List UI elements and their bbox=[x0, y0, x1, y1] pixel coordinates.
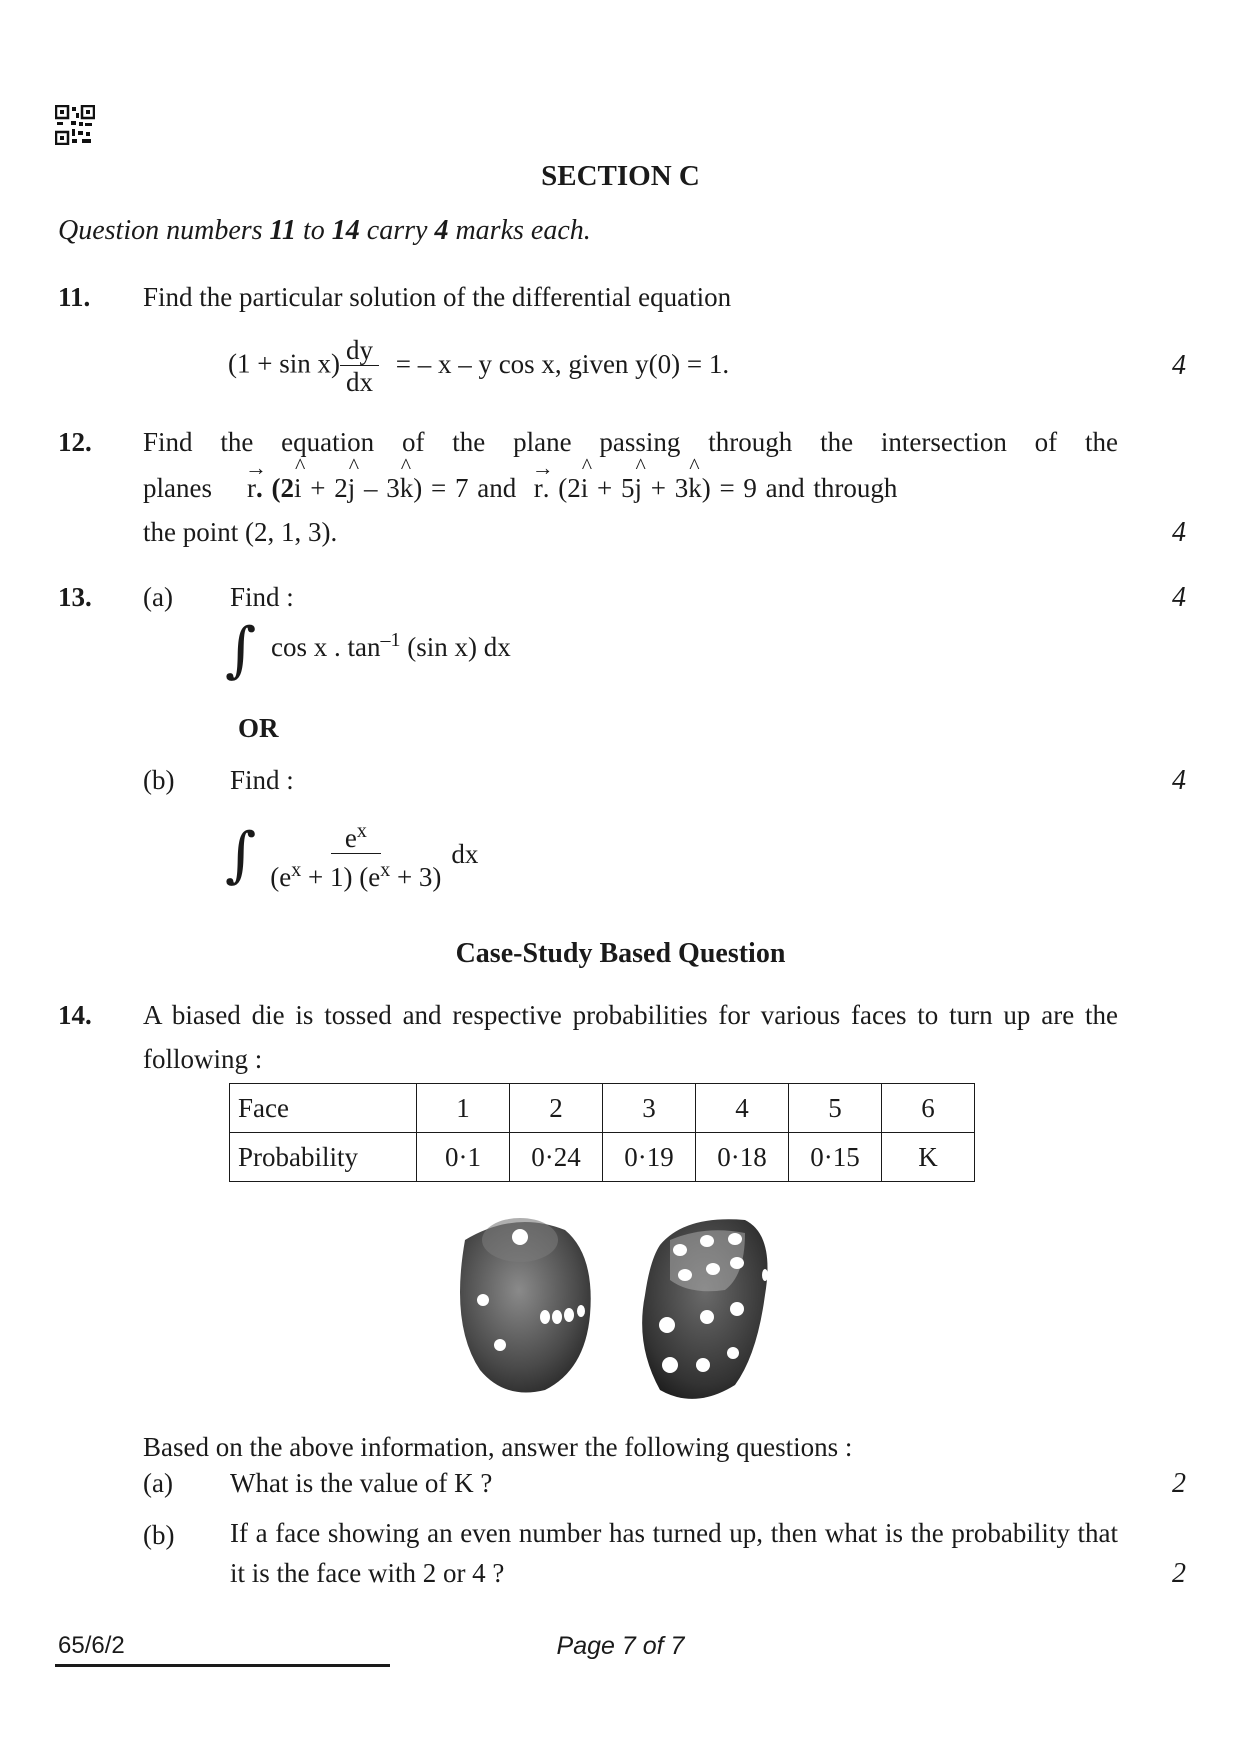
dice-image bbox=[445, 1205, 805, 1420]
q14-b-label: (b) bbox=[143, 1520, 175, 1550]
q12-hat-k1: ^ k bbox=[399, 453, 414, 503]
page-number: Page 7 of 7 bbox=[556, 1632, 685, 1660]
q12-planes-word: planes bbox=[143, 473, 212, 503]
q13-b-num-base: e bbox=[344, 823, 357, 853]
q12-line3: the point (2, 1, 3). bbox=[143, 517, 338, 547]
q11-eq-left: (1 + sin x) bbox=[228, 348, 340, 379]
q13-b-fraction bbox=[264, 816, 447, 893]
table-cell-probability: 0·18 bbox=[696, 1133, 789, 1182]
instructions-mid: to bbox=[296, 215, 332, 246]
table-cell-face: 2 bbox=[510, 1084, 603, 1133]
q12-hat-j2: ^ j bbox=[634, 453, 646, 503]
q13-b-dx: dx bbox=[451, 839, 479, 869]
q13-b-den-2: + 1) (e bbox=[301, 862, 381, 892]
q12-p1-b: + 2 bbox=[301, 473, 348, 503]
q12-i1: i bbox=[293, 473, 302, 503]
q12-p2-a: . (2 bbox=[542, 473, 581, 503]
instructions-post: marks each. bbox=[448, 215, 591, 246]
q14-a-text: What is the value of K ? bbox=[230, 1468, 493, 1498]
table-cell-probability: 0·15 bbox=[789, 1133, 882, 1182]
q13-b-den-sup1: x bbox=[291, 859, 302, 881]
q12-p2-d: ) = 9 and through bbox=[701, 473, 898, 503]
q12-hat-i2: ^ i bbox=[580, 453, 593, 503]
q13-a-rest: (sin x) dx bbox=[400, 632, 511, 662]
q11-frac-den: dx bbox=[345, 367, 373, 397]
q12-p2-c: + 3 bbox=[641, 473, 689, 503]
q13-a-label: (a) bbox=[143, 582, 173, 612]
table-cell-face: 3 bbox=[603, 1084, 696, 1133]
integral-sign-icon: ∫ bbox=[225, 615, 257, 685]
q13-a-text: Find : bbox=[230, 582, 294, 612]
table-cell-probability: 0·19 bbox=[603, 1133, 696, 1182]
q12-hat-i1: ^ i bbox=[293, 453, 306, 503]
q13-b-integral bbox=[225, 816, 478, 893]
table-cell-probability: 0·24 bbox=[510, 1133, 603, 1182]
q12-p2-b: + 5 bbox=[588, 473, 635, 503]
q12-line2 bbox=[143, 453, 1118, 510]
table-cell-face: 4 bbox=[696, 1084, 789, 1133]
q13-number: 13. bbox=[58, 582, 92, 612]
table-cell-face: 5 bbox=[789, 1084, 882, 1133]
q12-r2: r bbox=[533, 473, 543, 503]
q11-number: 11. bbox=[58, 282, 91, 312]
q13-a-integrand bbox=[271, 629, 511, 662]
q11-marks: 4 bbox=[1172, 350, 1186, 381]
footer-divider bbox=[55, 1664, 390, 1667]
q13-b-den-3: + 3) bbox=[390, 862, 442, 892]
q14-a-marks: 2 bbox=[1172, 1468, 1186, 1499]
instructions bbox=[58, 215, 591, 247]
q12-j1: j bbox=[347, 473, 356, 503]
q12-j2: j bbox=[634, 473, 642, 503]
table-cell-face: 1 bbox=[417, 1084, 510, 1133]
q14-b-text: If a face showing an even number has turned up, then what is the probability that it is the face with 2 or 4 ? bbox=[230, 1518, 1118, 1588]
die-right bbox=[642, 1219, 768, 1399]
q13-a-integrand-base: cos x . tan bbox=[271, 632, 381, 662]
q13-b-label: (b) bbox=[143, 765, 175, 795]
qr-code-icon bbox=[55, 105, 95, 145]
table-row-header-probability: Probability bbox=[230, 1133, 417, 1182]
q14-based-text: Based on the above information, answer the following questions : bbox=[143, 1432, 853, 1462]
instructions-pre: Question numbers bbox=[58, 215, 270, 246]
q12-i2: i bbox=[580, 473, 589, 503]
q13-b-den-1: (e bbox=[270, 862, 292, 892]
q14-number: 14. bbox=[58, 1000, 92, 1030]
q12-p1-c: – 3 bbox=[355, 473, 400, 503]
q12-k1: k bbox=[399, 473, 414, 503]
q12-r1: r bbox=[246, 473, 256, 503]
q12-vector-r2: → r bbox=[531, 455, 554, 503]
paper-code: 65/6/2 bbox=[58, 1632, 125, 1659]
table-cell-face: 6 bbox=[882, 1084, 975, 1133]
instructions-carry: carry bbox=[359, 215, 435, 246]
q13-b-numerator bbox=[331, 816, 381, 854]
or-label: OR bbox=[238, 713, 279, 743]
q13-b-den-sup2: x bbox=[380, 859, 391, 881]
q13-a-integral bbox=[225, 615, 511, 685]
instructions-to: 14 bbox=[331, 215, 360, 246]
table-row-header-face: Face bbox=[230, 1084, 417, 1133]
integral-sign-icon: ∫ bbox=[225, 819, 257, 890]
die-left bbox=[460, 1218, 591, 1393]
q12-hat-j1: ^ j bbox=[347, 453, 360, 503]
q13-a-sup: –1 bbox=[380, 629, 401, 651]
q12-line1: Find the equation of the plane passing through the intersection of the bbox=[143, 427, 1118, 457]
q12-k2: k bbox=[688, 473, 702, 503]
q11-fraction bbox=[340, 335, 379, 398]
q11-equation bbox=[228, 335, 729, 398]
probability-table bbox=[229, 1083, 975, 1182]
table-cell-probability: K bbox=[882, 1133, 975, 1182]
q14-text: A biased die is tossed and respective probabilities for various faces to turn up are the following : bbox=[143, 1000, 1118, 1074]
table-row bbox=[230, 1084, 975, 1133]
q11-text: Find the particular solution of the differential equation bbox=[143, 282, 732, 312]
q13-b-num-sup: x bbox=[356, 820, 367, 842]
q12-hat-k2: ^ k bbox=[688, 453, 702, 503]
q13-b-marks: 4 bbox=[1172, 765, 1186, 796]
q12-marks: 4 bbox=[1172, 517, 1186, 548]
q12-number: 12. bbox=[58, 427, 92, 457]
q14-a-label: (a) bbox=[143, 1468, 173, 1498]
section-title: SECTION C bbox=[541, 160, 700, 192]
table-row bbox=[230, 1133, 975, 1182]
instructions-from: 11 bbox=[269, 215, 297, 246]
q12-vector-r1: → r bbox=[244, 455, 267, 503]
table-cell-probability: 0·1 bbox=[417, 1133, 510, 1182]
case-study-title: Case-Study Based Question bbox=[455, 938, 786, 969]
q13-a-marks: 4 bbox=[1172, 582, 1186, 613]
instructions-marks: 4 bbox=[434, 215, 449, 246]
q12-p1-d: ) = 7 and bbox=[413, 473, 517, 503]
q12-p1-a: . (2 bbox=[255, 473, 294, 503]
q13-b-text: Find : bbox=[230, 765, 294, 795]
q11-frac-num: dy bbox=[340, 335, 379, 366]
q11-eq-right: = – x – y cos x, given y(0) = 1. bbox=[395, 348, 730, 379]
q13-b-denominator bbox=[264, 854, 447, 893]
q14-b-marks: 2 bbox=[1172, 1558, 1186, 1589]
